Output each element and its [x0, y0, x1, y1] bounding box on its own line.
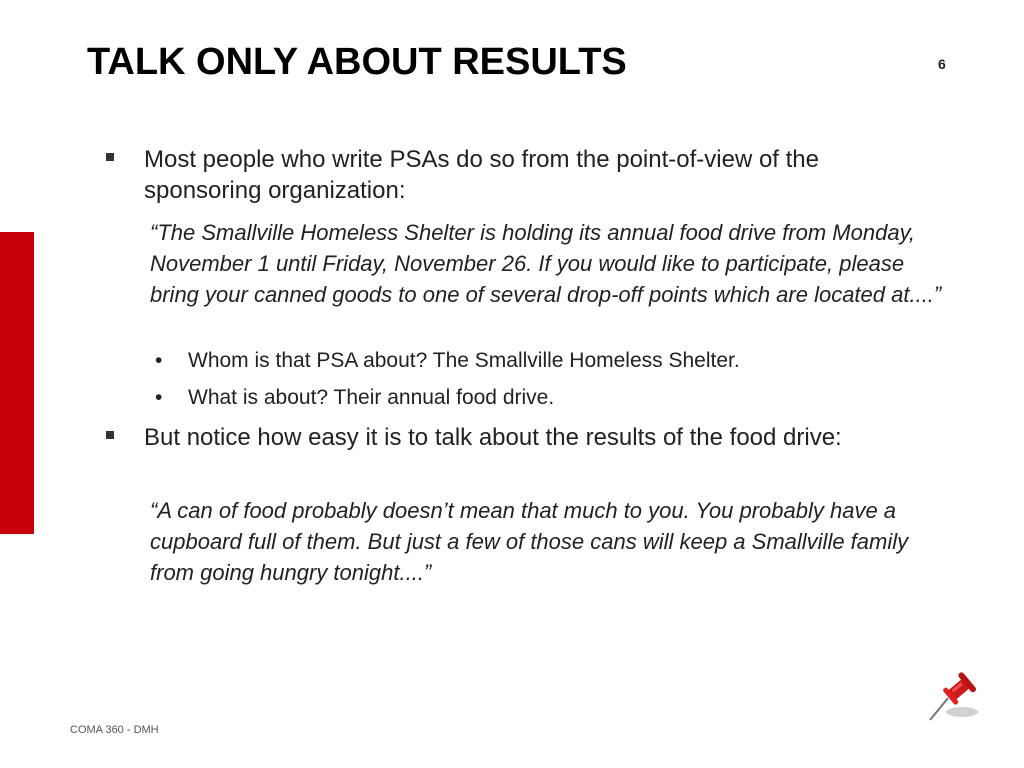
quote-1: “The Smallville Homeless Shelter is holding its annual food drive from Monday, November 1 until Friday, November 26. If you would like to participate, please bring your canned goods to one of several drop-off points which are located at....”: [150, 220, 942, 307]
round-bullet-icon: •: [155, 386, 163, 409]
sub-bullet-2: What is about? Their annual food drive.: [188, 386, 555, 409]
bullet-text-1: Most people who write PSAs do so from the point-of-view of the sponsoring organization:: [144, 146, 819, 204]
sub-bullet-1: Whom is that PSA about? The Smallville Homeless Shelter.: [188, 349, 740, 372]
square-bullet-icon: [106, 144, 118, 156]
bullet-text-2: But notice how easy it is to talk about the results of the food drive:: [144, 424, 842, 451]
quote-2: “A can of food probably doesn’t mean that much to you. You probably have a cupboard full of them. But just a few of those cans will keep a Smallville family from going hungry tonight....”: [150, 498, 909, 585]
slide-footer: COMA 360 - DMH: [70, 724, 159, 736]
red-pushpin-icon: [920, 668, 984, 726]
round-bullet-icon: •: [155, 349, 163, 372]
slide-title: TALK ONLY ABOUT RESULTS: [87, 41, 627, 83]
slide-number: 6: [938, 56, 946, 72]
accent-bar: [0, 232, 34, 534]
square-bullet-icon: [106, 422, 118, 434]
